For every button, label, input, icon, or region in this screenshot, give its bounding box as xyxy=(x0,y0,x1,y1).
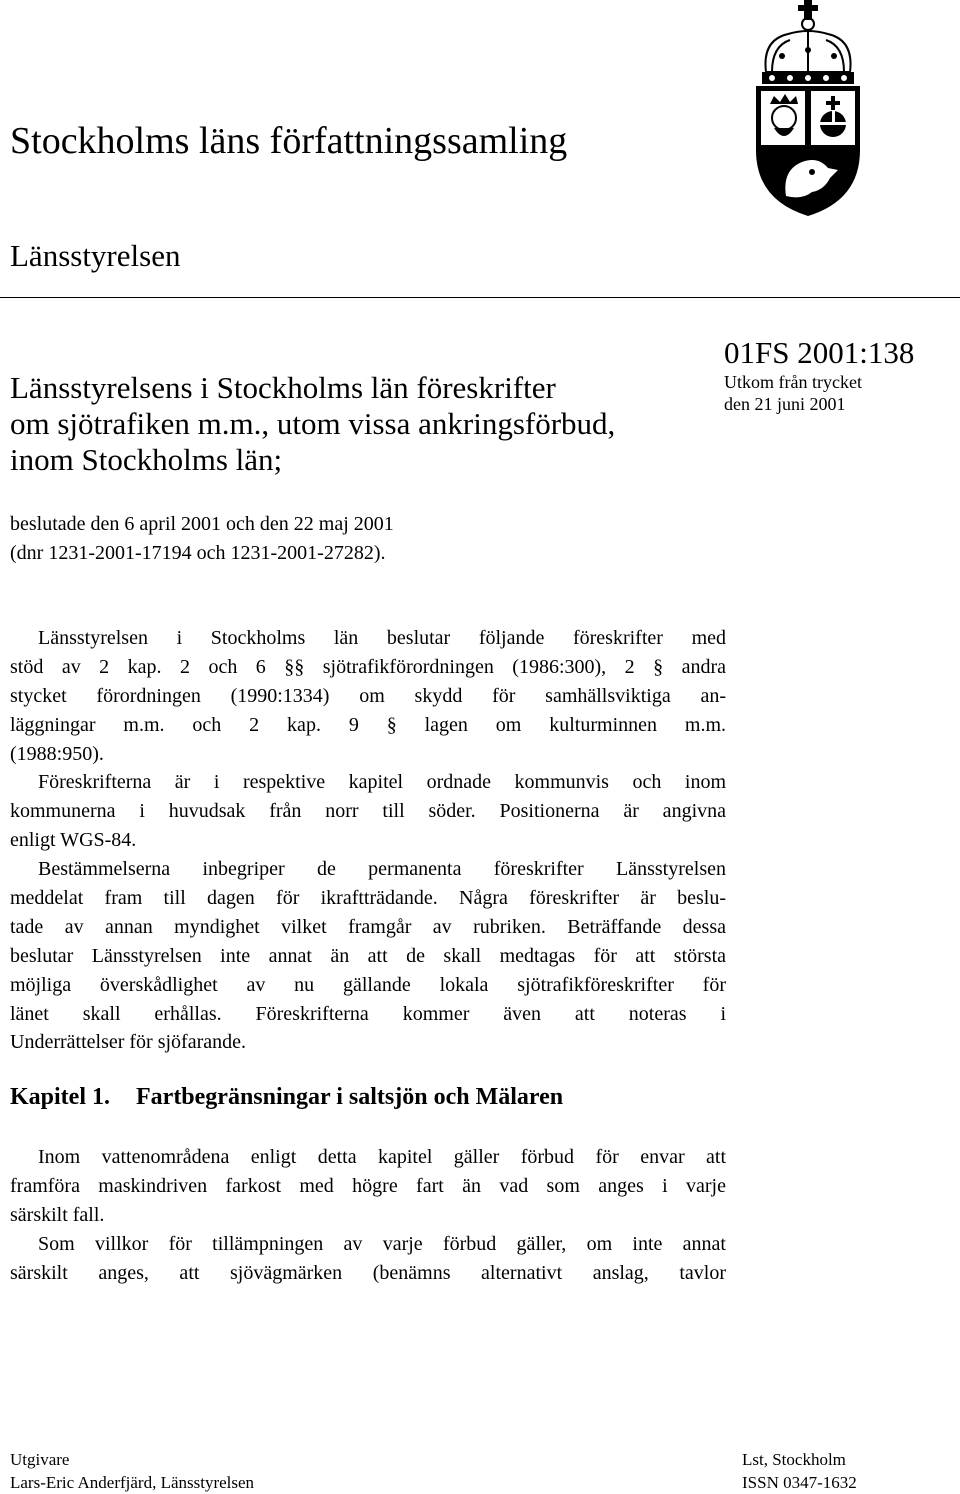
intro-line: tade av annan myndighet vilket framgår av rubriken. Beträffande dessa xyxy=(10,915,726,938)
chapter-title: Fartbegränsningar i saltsjön och Mälaren xyxy=(136,1084,564,1110)
chapter-line: särskilt anges, att sjövägmärken (benämns alternativt anslag, tavlor xyxy=(10,1261,726,1284)
publication-line: Utkom från trycket xyxy=(724,372,862,392)
footer-publisher xyxy=(10,1448,254,1494)
intro-line: länet skall erhållas. Föreskrifterna kommer även att noteras i xyxy=(10,1002,726,1025)
chapter-line: särskilt fall. xyxy=(10,1203,105,1226)
collection-title: Stockholms läns författningssamling xyxy=(10,120,568,162)
regulation-title xyxy=(10,370,710,478)
place: Lst, Stockholm xyxy=(742,1450,846,1469)
chapter-line: Som villkor för tillämpningen av varje förbud gäller, om inte annat xyxy=(38,1232,726,1255)
footer-issn xyxy=(742,1448,857,1494)
publisher-name: Lars-Eric Anderfjärd, Länsstyrelsen xyxy=(10,1473,255,1492)
county-coat-of-arms-icon xyxy=(752,0,864,218)
chapter-number: Kapitel 1. xyxy=(10,1084,110,1110)
intro-line: (1988:950). xyxy=(10,742,104,765)
fs-number: 01FS 2001:138 xyxy=(724,335,915,370)
intro-text xyxy=(10,624,726,1057)
decision-line: (dnr 1231-2001-17194 och 1231-2001-27282). xyxy=(10,542,386,564)
chapter-line: framföra maskindriven farkost med högre fart än vad som anges i varje xyxy=(10,1174,726,1197)
intro-line: Föreskrifterna är i respektive kapitel ordnade kommunvis och inom xyxy=(38,771,726,794)
authority-name: Länsstyrelsen xyxy=(10,238,181,273)
intro-line: läggningar m.m. och 2 kap. 9 § lagen om kulturminnen m.m. xyxy=(10,713,726,736)
intro-line: meddelat fram till dagen för ikraftträdande. Några föreskrifter är beslu- xyxy=(10,887,726,910)
intro-line: stycket förordningen (1990:1334) om skydd för samhällsviktiga an- xyxy=(10,684,726,707)
intro-line: beslutar Länsstyrelsen inte annat än att de skall medtagas för att största xyxy=(10,944,726,967)
issn: ISSN 0347-1632 xyxy=(742,1473,857,1492)
chapter-text xyxy=(10,1143,726,1287)
intro-line: Bestämmelserna inbegriper de permanenta föreskrifter Länsstyrelsen xyxy=(38,858,726,881)
intro-line: möjliga överskådlighet av nu gällande lokala sjötrafikföreskrifter för xyxy=(10,973,726,996)
regulation-title-line: Länsstyrelsens i Stockholms län föreskrifter xyxy=(10,370,556,405)
intro-line: enligt WGS-84. xyxy=(10,829,137,852)
regulation-title-line: om sjötrafiken m.m., utom vissa ankringsförbud, xyxy=(10,406,616,441)
decision-dates xyxy=(10,510,394,568)
chapter-line: Inom vattenområdena enligt detta kapitel gäller förbud för envar att xyxy=(38,1146,726,1168)
intro-line: stöd av 2 kap. 2 och 6 §§ sjötrafikförordningen (1986:300), 2 § andra xyxy=(10,655,726,678)
publication-line: den 21 juni 2001 xyxy=(724,394,846,414)
publisher-label: Utgivare xyxy=(10,1450,70,1469)
regulation-title-line: inom Stockholms län; xyxy=(10,442,283,477)
header-divider xyxy=(0,297,960,298)
intro-line: Underrättelser för sjöfarande. xyxy=(10,1031,246,1054)
intro-line: kommunerna i huvudsak från norr till söder. Positionerna är angivna xyxy=(10,800,726,823)
chapter-heading xyxy=(10,1080,563,1114)
fs-number-block xyxy=(724,335,954,415)
publication-date xyxy=(724,371,954,415)
decision-line: beslutade den 6 april 2001 och den 22 maj 2001 xyxy=(10,513,394,535)
intro-line: Länsstyrelsen i Stockholms län beslutar följande föreskrifter med xyxy=(38,627,726,649)
